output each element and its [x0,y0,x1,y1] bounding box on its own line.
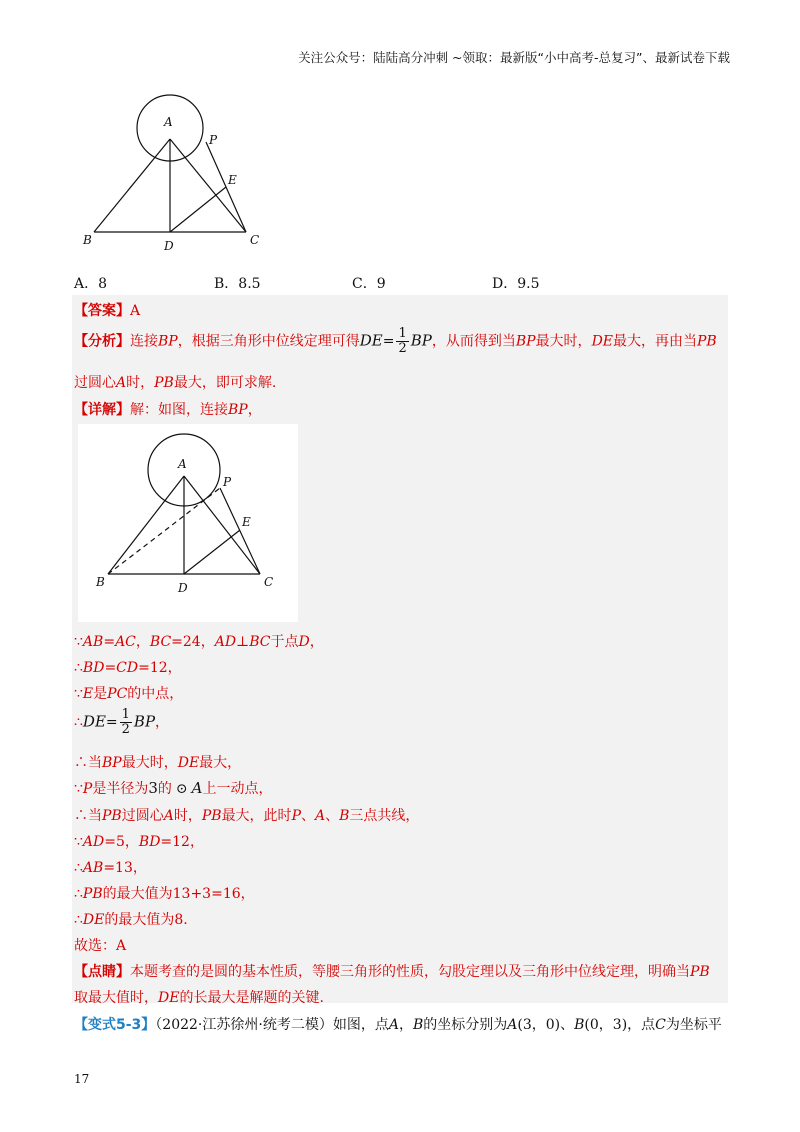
label-d: D [178,581,188,595]
option-d: D．9.5 [492,276,540,292]
page-number: 17 [74,1072,90,1086]
answer-line: 【答案】A [74,303,141,319]
detail-line: 【详解】解：如图，连接BP， [74,402,262,418]
comment-line-1: 【点睛】本题考查的是圆的基本性质，等腰三角形的性质，勾股定理以及三角形中位线定理，明确当PB [74,964,710,980]
step-12: 故选：A [74,938,127,954]
step-5: ∴当BP最大时，DE最大， [74,755,242,771]
label-a: A [178,457,187,471]
label-c: C [264,575,274,589]
geometry-figure-1 [78,92,268,260]
label-d: D [164,239,174,253]
step-6: ∵P是半径为3的 ⊙ A上一动点， [74,779,273,797]
label-p: P [209,133,218,147]
label-e: E [242,515,251,529]
label-e: E [228,173,237,187]
label-p: P [223,475,232,489]
segment-de [184,530,240,574]
step-1: ∵AB=AC，BC=24，AD⊥BC于点D， [74,634,324,650]
fraction-half: $\frac{1}{2}$ [398,326,407,356]
step-4: ∴DE= $\frac{1}{2}$ BP， [74,707,170,737]
label-b: B [83,233,92,247]
geometry-figure-2 [78,424,298,622]
step-3: ∵E是PC的中点， [74,686,184,702]
option-c: C．9 [352,276,386,292]
analysis-line-1: 【分析】连接BP，根据三角形中位线定理可得DE= $\frac{1}{2}$ BP，从而得到当BP最大时，DE最大，再由当PB [74,326,717,356]
label-c: C [250,233,260,247]
step-2: ∴BD=CD=12， [74,660,182,676]
variant-question: 【变式5-3】（2022·江苏徐州·统考二模）如图，点A，B的坐标分别为A(3，0)、B(0，3)，点C为坐标平 [74,1017,722,1033]
step-11: ∴DE的最大值为8. [74,912,188,928]
step-7: ∴当PB过圆心A时，PB最大，此时P、A、B三点共线， [74,808,420,824]
step-10: ∴PB的最大值为13+3=16， [74,886,255,902]
option-a: A．8 [74,276,108,292]
segment-de [170,187,226,232]
step-9: ∴AB=13， [74,860,147,876]
segment-ab [94,139,170,232]
geometry-figure-2-box [78,424,298,622]
fraction-half-step: $\frac{1}{2}$ [121,707,130,737]
page-header: 关注公众号：陆陆高分冲刺 ~领取：最新版“小中高考-总复习”、最新试卷下载 [298,50,730,65]
option-b: B．8.5 [214,276,261,292]
label-b: B [96,575,105,589]
comment-line-2: 取最大值时，DE的长最大是解题的关键. [74,990,324,1006]
step-8: ∵AD=5，BD=12， [74,834,204,850]
analysis-line-2: 过圆心A时，PB最大，即可求解. [74,375,277,391]
label-a: A [164,115,173,129]
